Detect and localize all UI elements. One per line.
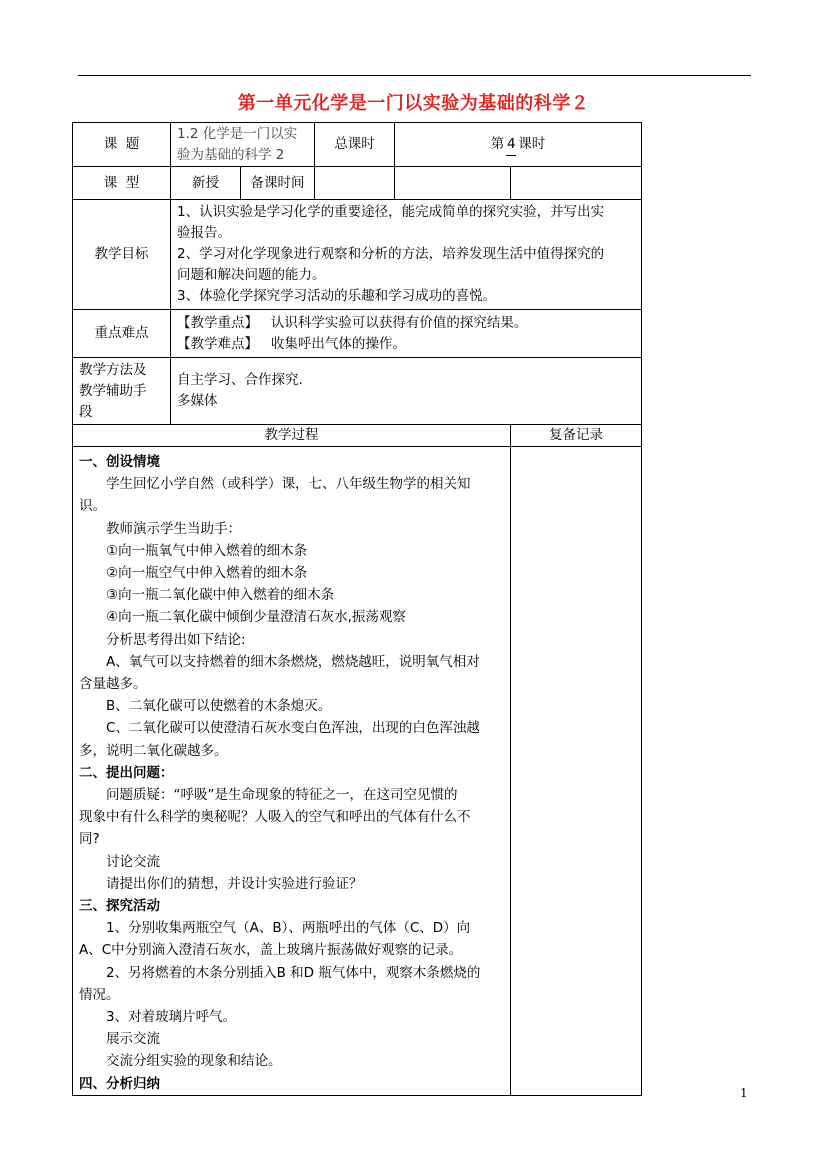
process-line: 教师演示学生当助手：: [106, 520, 241, 537]
process-line: ④向一瓶二氧化碳中倾倒少量澄清石灰水,振荡观察: [106, 609, 406, 626]
methods-label: [73, 358, 171, 425]
topic-label: 课 题: [73, 123, 171, 167]
type-row: [73, 167, 642, 200]
process-header-row: [73, 425, 642, 447]
process-content: [73, 447, 511, 1096]
process-line: 2、另将燃着的木条分别插入B 和D 瓶气体中，观察木条燃烧的: [106, 964, 481, 981]
methods-label-line: 教学辅助手: [79, 382, 147, 399]
process-line: 展示交流: [106, 1031, 160, 1048]
objectives-content: [171, 200, 642, 310]
total-periods-label: 总课时: [315, 123, 395, 167]
notes-header: 复备记录: [511, 425, 642, 447]
process-line: 分析思考得出如下结论:: [106, 631, 246, 648]
key-point-line: 【教学重点】 认识科学实验可以获得有价值的探究结果。: [177, 314, 528, 331]
methods-row: [73, 358, 642, 425]
process-line: 问题质疑：“呼吸”是生命现象的特征之一，在这司空见惯的: [106, 787, 458, 804]
header-rule: [78, 75, 751, 76]
section-heading: 一、创设情境: [79, 454, 160, 470]
key-points-label: 重点难点: [73, 310, 171, 358]
methods-content: [171, 358, 642, 425]
period-prefix: 第: [490, 135, 505, 152]
objective-line: 2、学习对化学现象进行观察和分析的方法，培养发现生活中值得探究的: [177, 246, 605, 262]
page-number: 1: [740, 1086, 748, 1100]
process-body-row: [73, 447, 642, 1096]
document-title: 第一单元化学是一门以实验为基础的科学２: [237, 93, 590, 114]
methods-label-line: 段: [79, 403, 93, 420]
type-label: 课 型: [73, 167, 171, 200]
process-line: ②向一瓶空气中伸入燃着的细木条: [106, 565, 308, 582]
prep-time-value: [315, 167, 395, 200]
prep-time-extra: [395, 167, 511, 200]
process-line: 现象中有什么科学的奥秘呢？人吸入的空气和呼出的气体有什么不: [79, 809, 471, 826]
difficult-point-line: 【教学难点】 收集呼出气体的操作。: [177, 335, 406, 352]
lesson-plan-table: [72, 122, 642, 1096]
method-line: 自主学习、合作探究.: [177, 372, 303, 388]
process-line: 识。: [79, 498, 106, 515]
process-line: 情况。: [79, 986, 120, 1003]
topic-row: [73, 123, 642, 167]
key-points-row: [73, 310, 642, 358]
process-line: 1、分别收集两瓶空气（A、B）、两瓶呼出的气体（C、D）向: [106, 920, 471, 937]
process-line: 交流分组实验的现象和结论。: [106, 1053, 282, 1070]
process-line: A、氧气可以支持燃着的细木条燃烧，燃烧越旺，说明氧气相对: [106, 653, 480, 670]
section-heading: 三、探究活动: [79, 898, 160, 915]
section-heading: 二、提出问题：: [79, 764, 174, 781]
period-number: 4: [506, 134, 516, 156]
process-line: 多，说明二氧化碳越多。: [79, 742, 228, 759]
objectives-label: 教学目标: [73, 200, 171, 310]
process-line: 含量越多。: [79, 676, 147, 693]
objective-line: 3、体验化学探究学习活动的乐趣和学习成功的喜悦。: [177, 288, 497, 304]
process-line: 学生回忆小学自然（或科学）课，七、八年级生物学的相关知: [106, 476, 471, 493]
process-line: B、二氧化碳可以使燃着的木条熄灭。: [106, 698, 332, 715]
process-line: C、二氧化碳可以使澄清石灰水变白色浑浊，出现的白色浑浊越: [106, 720, 480, 737]
process-line: 请提出你们的猜想，并设计实验进行验证？: [106, 875, 363, 892]
prep-time-label: 备课时间: [241, 167, 315, 200]
period-suffix: 课时: [518, 135, 546, 152]
process-line: ①向一瓶氧气中伸入燃着的细木条: [106, 542, 308, 559]
period-cell: [395, 123, 642, 167]
notes-content: [511, 447, 642, 1096]
section-heading: 四、分析归纳: [79, 1075, 160, 1092]
objectives-row: [73, 200, 642, 310]
key-points-content: [171, 310, 642, 358]
method-line: 多媒体: [177, 393, 218, 409]
process-line: 讨论交流: [106, 853, 160, 870]
topic-value: 1.2 化学是一门以实验为基础的科学 2: [171, 123, 315, 167]
process-line: 3、对着玻璃片呼气。: [106, 1009, 237, 1026]
process-line: 同?: [79, 831, 100, 848]
process-line: ③向一瓶二氧化碳中伸入燃着的细木条: [106, 587, 335, 604]
objective-line: 验报告。: [177, 225, 231, 241]
process-line: A、C中分别滴入澄清石灰水，盖上玻璃片振荡做好观察的记录。: [79, 942, 463, 959]
process-header: 教学过程: [73, 425, 511, 447]
prep-time-blank: [511, 167, 642, 200]
objective-line: 问题和解决问题的能力。: [177, 267, 326, 283]
methods-label-line: 教学方法及: [79, 361, 147, 378]
type-value: 新授: [171, 167, 241, 200]
objective-line: 1、认识实验是学习化学的重要途径，能完成简单的探究实验，并写出实: [177, 204, 605, 220]
